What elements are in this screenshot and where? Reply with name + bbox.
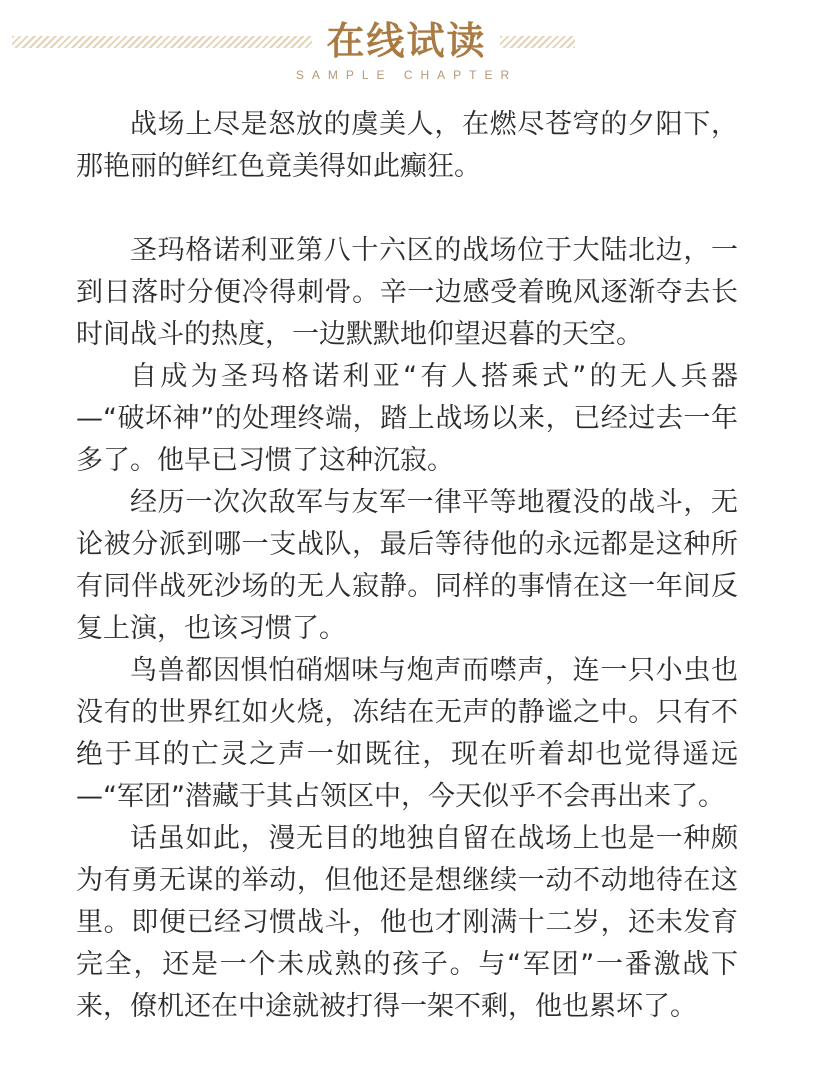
paragraph: 经历一次次敌军与友军一律平等地覆没的战斗，无论被分派到哪一支战队，最后等待他的永远都是这种所有同伴战死沙场的无人寂静。同样的事情在这一年间反复上演，也该习惯了。 <box>76 487 738 644</box>
header-title: 在线试读 <box>326 18 487 63</box>
chapter-text <box>76 104 738 1028</box>
paragraph: 话虽如此，漫无目的地独自留在战场上也是一种颇为有勇无谋的举动，但他还是想继续一动不动地待在这里。即便已经习惯战斗，他也才刚满十二岁，还未发育完全，还是一个未成熟的孩子。与“军团”一番激战下来，僚机还在中途就被打得一架不剩，他也累坏了。 <box>76 823 738 1022</box>
paragraph: 圣玛格诺利亚第八十六区的战场位于大陆北边，一到日落时分便冷得刺骨。辛一边感受着晚风逐渐夺去长时间战斗的热度，一边默默地仰望迟暮的天空。 <box>76 235 738 350</box>
sample-header <box>0 0 813 88</box>
header-subtitle: SAMPLE CHAPTER <box>295 68 518 82</box>
paragraph: 自成为圣玛格诺利亚“有人搭乘式”的无人兵器—“破坏神”的处理终端，踏上战场以来，已经过去一年多了。他早已习惯了这种沉寂。 <box>76 361 738 476</box>
paragraph: 鸟兽都因惧怕硝烟味与炮声而噤声，连一只小虫也没有的世界红如火烧，冻结在无声的静谧之中。只有不绝于耳的亡灵之声一如既往，现在听着却也觉得遥远—“军团”潜藏于其占领区中，今天似乎不会再出来了。 <box>76 655 738 812</box>
paragraph: 战场上尽是怒放的虞美人，在燃尽苍穹的夕阳下，那艳丽的鲜红色竟美得如此癫狂。 <box>76 109 738 182</box>
